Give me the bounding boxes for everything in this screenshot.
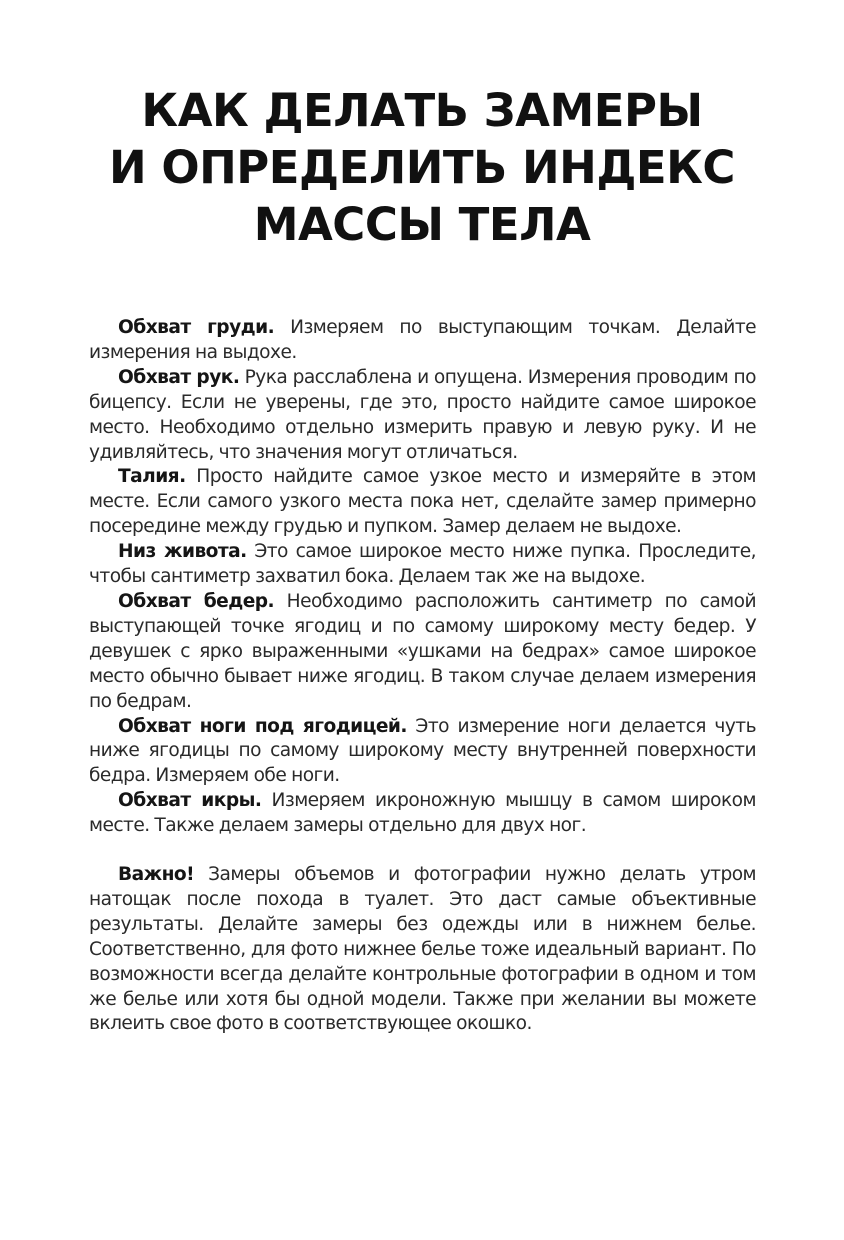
- paragraph-chest: [89, 316, 756, 366]
- page-title-line-1: КАК ДЕЛАТЬ ЗАМЕРЫ: [141, 84, 703, 137]
- term-waist: Талия.: [118, 466, 186, 488]
- text-thigh: Это измерение ноги делается чуть ниже ягодицы по самому широкому месту внутренней поверхности бедра. Измеряем обе ноги.: [89, 715, 756, 787]
- page-title-line-3: МАССЫ ТЕЛА: [253, 198, 591, 251]
- term-lower-belly: Низ живота.: [118, 541, 247, 563]
- body-text: [89, 316, 756, 1037]
- term-calf: Обхват икры.: [118, 790, 262, 812]
- term-arms: Обхват рук.: [118, 366, 240, 388]
- term-chest: Обхват груди.: [118, 317, 275, 338]
- paragraph-arms: [89, 366, 756, 466]
- text-hips: Необходимо расположить сантиметр по самой выступающей точке ягодиц и по самому широкому месту бедер. У девушек с ярко выраженными «ушками на бедрах» самое широкое место обычно бывает ниже ягодиц. В таком случае делаем измерения по бедрам.: [89, 590, 756, 712]
- paragraph-lower-belly: [89, 540, 756, 590]
- text-calf: Измеряем икроножную мышцу в самом широком месте. Также делаем замеры отдельно для двух ног.: [89, 790, 756, 837]
- term-important: Важно!: [118, 864, 195, 886]
- text-arms: Рука расслаблена и опущена. Измерения проводим по бицепсу. Если не уверены, где это, просто найдите самое широкое место. Необходимо отдельно измерить правую и левую руку. И не удивляйтесь, что значения могут отличаться.: [89, 366, 756, 463]
- paragraph-waist: [89, 465, 756, 540]
- text-lower-belly: Это самое широкое место ниже пупка. Проследите, чтобы сантиметр захватил бока. Делаем так же на выдохе.: [89, 541, 756, 588]
- term-thigh: Обхват ноги под ягодицей.: [118, 715, 407, 737]
- paragraph-thigh: [89, 715, 756, 790]
- text-chest: Измеряем по выступающим точкам. Делайте измерения на выдохе.: [89, 317, 756, 363]
- text-important: Замеры объемов и фотографии нужно делать утром натощак после похода в туалет. Это даст самые объективные результаты. Делайте замеры без одежды или в нижнем белье. Соответственно, для фото нижнее белье тоже идеальный вариант. По возможности всегда делайте контрольные фотографии в одном и том же белье или хотя бы одной модели. Также при желании вы можете вклеить свое фото в соответствующее окошко.: [89, 864, 756, 1035]
- paragraph-hips: [89, 590, 756, 715]
- page-title: [60, 82, 784, 253]
- paragraph-calf: [89, 789, 756, 839]
- text-waist: Просто найдите самое узкое место и измеряйте в этом месте. Если самого узкого места пока нет, сделайте замер примерно посередине между грудью и пупком. Замер делаем не выдохе.: [89, 466, 756, 538]
- paragraph-important: [89, 863, 756, 1037]
- term-hips: Обхват бедер.: [118, 590, 275, 612]
- page-title-line-2: И ОПРЕДЕЛИТЬ ИНДЕКС: [109, 141, 735, 194]
